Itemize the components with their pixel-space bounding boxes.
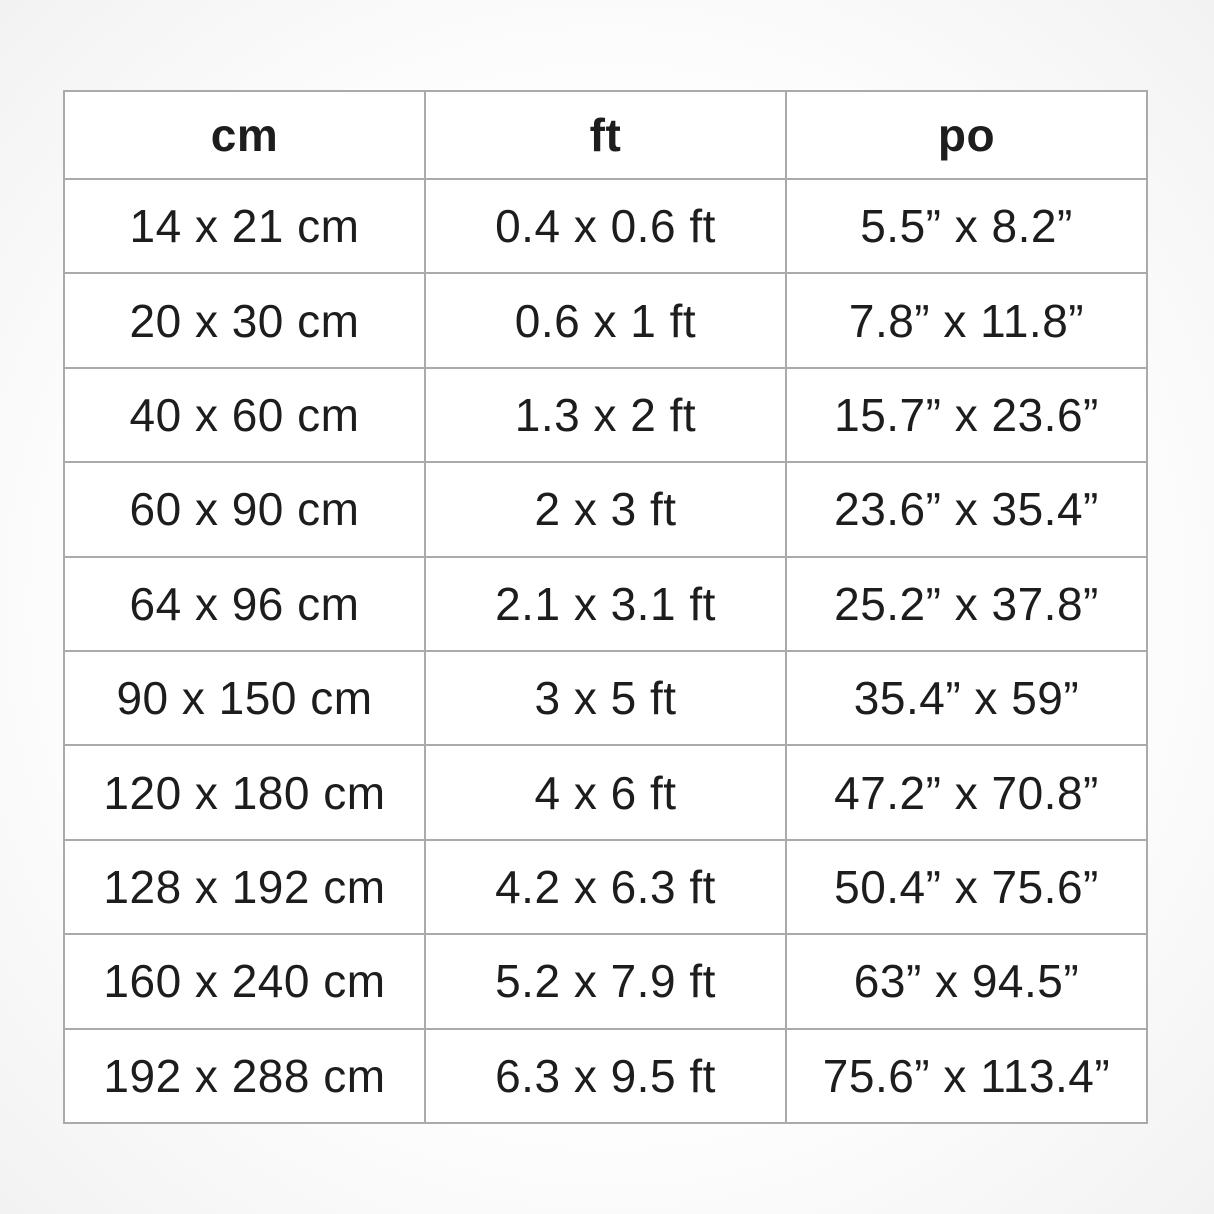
table-row xyxy=(64,1029,1147,1123)
table-cell-po: 63” x 94.5” xyxy=(786,934,1147,1028)
table-cell-po: 35.4” x 59” xyxy=(786,651,1147,745)
table-row xyxy=(64,840,1147,934)
column-header-cm: cm xyxy=(64,91,425,179)
table-cell-cm: 192 x 288 cm xyxy=(64,1029,425,1123)
table-row xyxy=(64,179,1147,273)
table-cell-cm: 14 x 21 cm xyxy=(64,179,425,273)
table-cell-po: 23.6” x 35.4” xyxy=(786,462,1147,556)
table-cell-cm: 90 x 150 cm xyxy=(64,651,425,745)
table-cell-cm: 64 x 96 cm xyxy=(64,557,425,651)
table-cell-ft: 0.6 x 1 ft xyxy=(425,273,786,367)
table-cell-ft: 5.2 x 7.9 ft xyxy=(425,934,786,1028)
table-row xyxy=(64,462,1147,556)
table-cell-cm: 128 x 192 cm xyxy=(64,840,425,934)
table-cell-po: 47.2” x 70.8” xyxy=(786,745,1147,839)
table-cell-po: 7.8” x 11.8” xyxy=(786,273,1147,367)
table-cell-po: 15.7” x 23.6” xyxy=(786,368,1147,462)
column-header-ft: ft xyxy=(425,91,786,179)
table-row xyxy=(64,651,1147,745)
table-cell-cm: 160 x 240 cm xyxy=(64,934,425,1028)
table-cell-ft: 3 x 5 ft xyxy=(425,651,786,745)
table-row xyxy=(64,934,1147,1028)
table-row xyxy=(64,273,1147,367)
table-cell-po: 50.4” x 75.6” xyxy=(786,840,1147,934)
table-body xyxy=(64,179,1147,1123)
table-cell-cm: 60 x 90 cm xyxy=(64,462,425,556)
size-conversion-table-container xyxy=(63,90,1148,1124)
table-row xyxy=(64,557,1147,651)
table-cell-ft: 2 x 3 ft xyxy=(425,462,786,556)
table-cell-ft: 4.2 x 6.3 ft xyxy=(425,840,786,934)
table-header xyxy=(64,91,1147,179)
table-cell-ft: 4 x 6 ft xyxy=(425,745,786,839)
table-row xyxy=(64,745,1147,839)
table-cell-po: 75.6” x 113.4” xyxy=(786,1029,1147,1123)
table-header-row xyxy=(64,91,1147,179)
table-cell-cm: 20 x 30 cm xyxy=(64,273,425,367)
table-cell-cm: 40 x 60 cm xyxy=(64,368,425,462)
table-cell-ft: 0.4 x 0.6 ft xyxy=(425,179,786,273)
table-cell-ft: 2.1 x 3.1 ft xyxy=(425,557,786,651)
table-cell-po: 25.2” x 37.8” xyxy=(786,557,1147,651)
table-cell-ft: 6.3 x 9.5 ft xyxy=(425,1029,786,1123)
column-header-po: po xyxy=(786,91,1147,179)
table-cell-cm: 120 x 180 cm xyxy=(64,745,425,839)
table-row xyxy=(64,368,1147,462)
table-cell-po: 5.5” x 8.2” xyxy=(786,179,1147,273)
size-conversion-table xyxy=(63,90,1148,1124)
table-cell-ft: 1.3 x 2 ft xyxy=(425,368,786,462)
